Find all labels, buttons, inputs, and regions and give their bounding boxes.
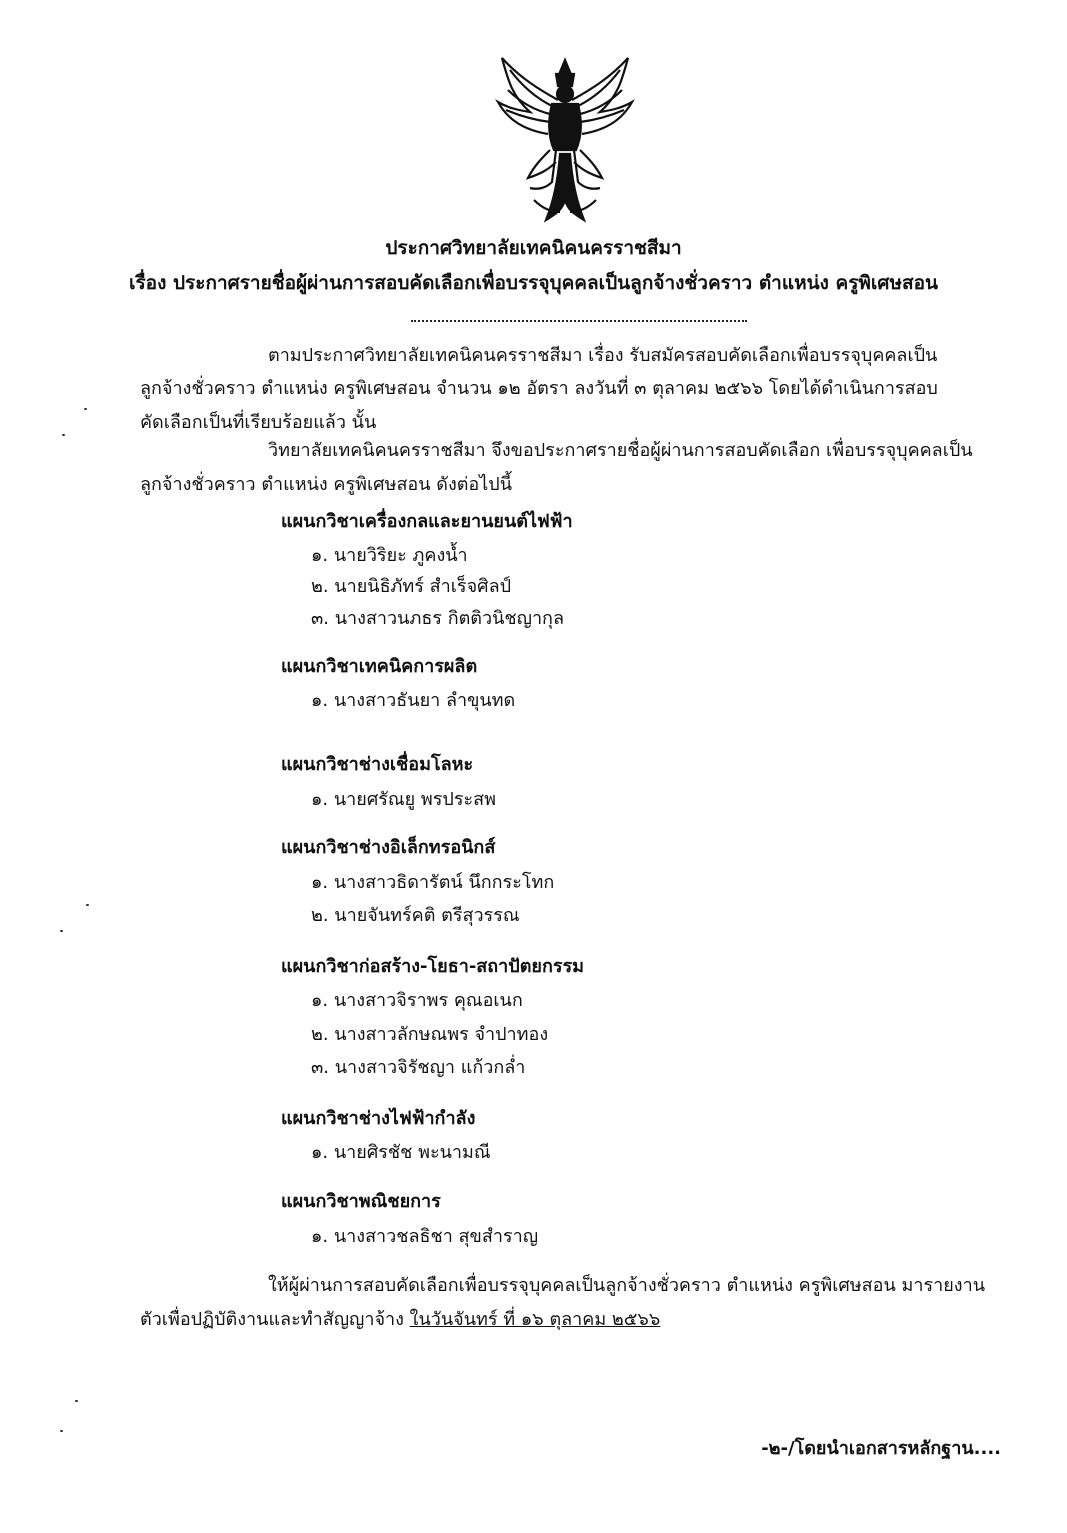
list-item: ๑. นางสาวธันยา ลำขุนทด (311, 690, 516, 711)
department-heading: แผนกวิชาเทคนิคการผลิต (281, 656, 478, 677)
list-item: ๓. นางสาวนภธร กิตติวนิชญากุล (311, 608, 564, 629)
report-date: ในวันจันทร์ ที่ ๑๖ ตุลาคม ๒๕๖๖ (409, 1309, 661, 1330)
list-item: ๑. นายวิริยะ ภูคงน้ำ (311, 545, 468, 566)
paragraph-2-line-2: ลูกจ้างชั่วคราว ตำแหน่ง ครูพิเศษสอน ดังต่อไปนี้ (140, 474, 513, 495)
scan-speck (60, 930, 63, 932)
announcement-title: ประกาศวิทยาลัยเทคนิคนครราชสีมา (385, 237, 682, 259)
list-item: ๒. นางสาวลักษณพร จำปาทอง (311, 1024, 549, 1045)
scan-speck (75, 1400, 78, 1402)
paragraph-2-line-1: วิทยาลัยเทคนิคนครราชสีมา จึงขอประกาศรายชื่อผู้ผ่านการสอบคัดเลือก เพื่อบรรจุบุคคลเป็น (268, 440, 973, 461)
scan-speck (86, 904, 89, 906)
dotted-divider (411, 320, 747, 322)
list-item: ๑. นางสาวธิดารัตน์ นึกกระโทก (311, 872, 555, 893)
closing-line-2 (140, 1304, 660, 1333)
list-item: ๒. นายจันทร์คติ ตรีสุวรรณ (311, 905, 520, 926)
closing-line-1: ให้ผู้ผ่านการสอบคัดเลือกเพื่อบรรจุบุคคลเป็นลูกจ้างชั่วคราว ตำแหน่ง ครูพิเศษสอน มารายงาน (268, 1275, 985, 1296)
list-item: ๑. นางสาวจิราพร คุณอเนก (311, 990, 523, 1011)
scan-speck (60, 1430, 63, 1432)
department-heading: แผนกวิชาช่างอิเล็กทรอนิกส์ (281, 837, 496, 858)
department-heading: แผนกวิชาก่อสร้าง-โยธา-สถาปัตยกรรม (281, 956, 585, 977)
list-item: ๒. นายนิธิภัทร์ สำเร็จศิลป์ (311, 576, 512, 597)
department-heading: แผนกวิชาพณิชยการ (281, 1191, 441, 1212)
announcement-subject: เรื่อง ประกาศรายชื่อผู้ผ่านการสอบคัดเลือกเพื่อบรรจุบุคคลเป็นลูกจ้างชั่วคราว ตำแหน่ง ครูพิเศษสอน (128, 272, 939, 294)
paragraph-1-line-3: คัดเลือกเป็นที่เรียบร้อยแล้ว นั้น (140, 412, 377, 433)
department-heading: แผนกวิชาช่างไฟฟ้ากำลัง (281, 1108, 476, 1129)
paragraph-1-line-1: ตามประกาศวิทยาลัยเทคนิคนครราชสีมา เรื่อง รับสมัครสอบคัดเลือกเพื่อบรรจุบุคคลเป็น (268, 345, 938, 366)
scan-speck (84, 408, 87, 410)
garuda-emblem-icon (490, 50, 640, 230)
list-item: ๑. นายศิรชัช พะนามณี (311, 1142, 491, 1163)
closing-line-2-text: ตัวเพื่อปฏิบัติงานและทำสัญญาจ้าง (140, 1309, 410, 1330)
list-item: ๑. นายศรัณยู พรประสพ (311, 789, 497, 810)
list-item: ๓. นางสาวจิรัชญา แก้วกล่ำ (311, 1057, 526, 1078)
department-heading: แผนกวิชาเครื่องกลและยานยนต์ไฟฟ้า (281, 511, 573, 532)
list-item: ๑. นางสาวชลธิชา สุขสำราญ (311, 1226, 539, 1247)
continuation-note: -๒-/โดยนำเอกสารหลักฐาน.... (761, 1438, 1001, 1459)
scan-speck (62, 434, 65, 436)
department-heading: แผนกวิชาช่างเชื่อมโลหะ (281, 754, 474, 775)
paragraph-1-line-2: ลูกจ้างชั่วคราว ตำแหน่ง ครูพิเศษสอน จำนวน ๑๒ อัตรา ลงวันที่ ๓ ตุลาคม ๒๕๖๖ โดยได้ดำเนินการสอบ (140, 378, 938, 399)
